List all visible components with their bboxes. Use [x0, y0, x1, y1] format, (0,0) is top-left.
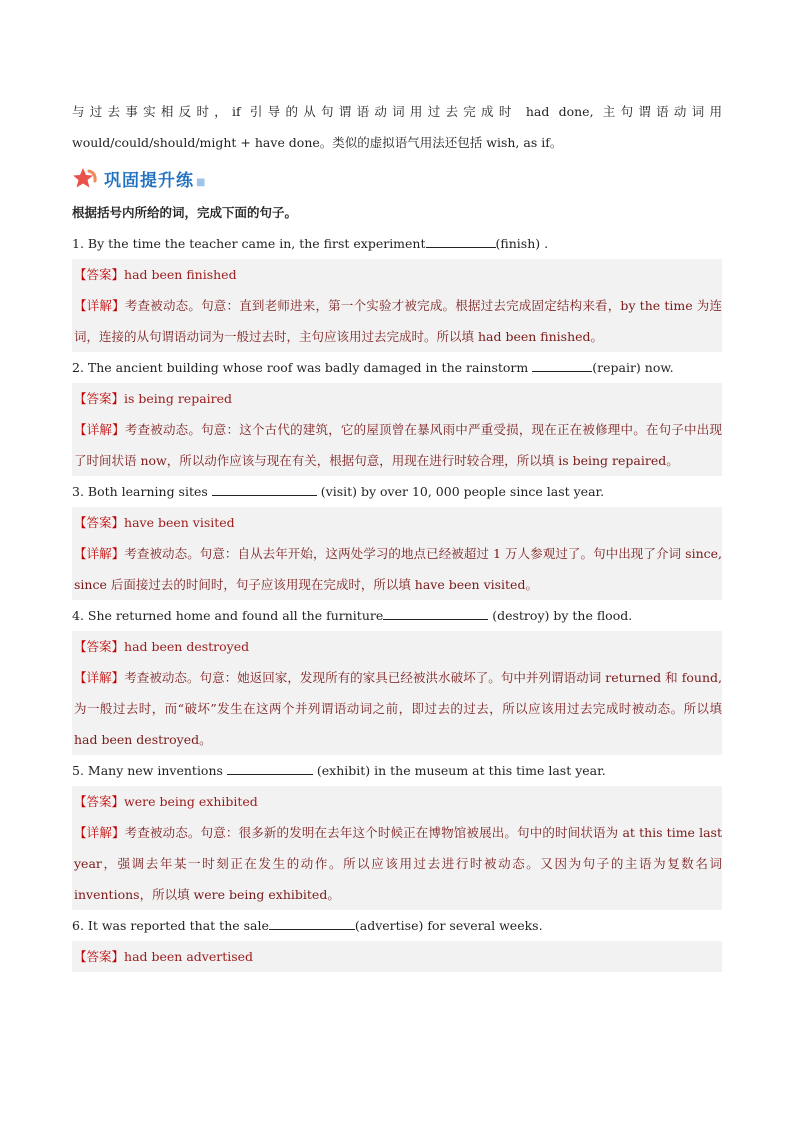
answer-row-2: 【答案】is being repaired [72, 383, 722, 414]
question-3: 3. Both learning sites (visit) by over 10, 000 people since last year. [72, 476, 722, 507]
answer-row-6: 【答案】had been advertised [72, 941, 722, 972]
star-icon [72, 167, 98, 189]
answer-blank [532, 357, 592, 372]
question-1: 1. By the time the teacher came in, the first experiment (finish) . [72, 228, 722, 259]
question-5: 5. Many new inventions (exhibit) in the museum at this time last year. [72, 755, 722, 786]
answer-row-5: 【答案】were being exhibited [72, 786, 722, 817]
detail-tag: 【详解】 [74, 546, 125, 561]
detail-tag: 【详解】 [74, 670, 125, 685]
answer-blank [212, 481, 317, 496]
answer-blank [269, 915, 355, 930]
answer-tag: 【答案】 [74, 515, 125, 530]
detail-row-3: 【详解】考查被动态。句意：自从去年开始，这两处学习的地点已经被超过 1 万人参观过了。句中出现了介词 since, since 后面接过去的时间时，句子应该用现在完成时，所以填 have been visited。 [72, 538, 722, 600]
intro-paragraph [72, 96, 722, 158]
detail-row-1: 【详解】考查被动态。句意：直到老师进来，第一个实验才被完成。根据过去完成固定结构来看，by the time 为连词，连接的从句谓语动词为一般过去时，主句应该用过去完成时。所以填 had been finished。 [72, 290, 722, 352]
question-4: 4. She returned home and found all the furniture (destroy) by the flood. [72, 600, 722, 631]
detail-row-2: 【详解】考查被动态。句意：这个古代的建筑，它的屋顶曾在暴风雨中严重受损，现在正在被修理中。在句子中出现了时间状语 now，所以动作应该与现在有关，根据句意，用现在进行时较合理，所以填 is being repaired。 [72, 414, 722, 476]
answer-tag: 【答案】 [74, 949, 125, 964]
question-6: 6. It was reported that the sale (advertise) for several weeks. [72, 910, 722, 941]
answer-blank [227, 760, 313, 775]
document-page [72, 96, 722, 972]
detail-row-5: 【详解】考查被动态。句意：很多新的发明在去年这个时候正在博物馆被展出。句中的时间状语为 at this time last year，强调去年某一时刻正在发生的动作。所以应该用过去进行时被动态。又因为句子的主语为复数名词 inventions，所以填 were being exhibited。 [72, 817, 722, 910]
detail-tag: 【详解】 [74, 422, 125, 437]
intro-line-2: would/could/should/might + have done。类似的虚拟语气用法还包括 wish, as if。 [72, 135, 563, 150]
question-2: 2. The ancient building whose roof was badly damaged in the rainstorm (repair) now. [72, 352, 722, 383]
answer-row-4: 【答案】had been destroyed [72, 631, 722, 662]
section-title: 巩固提升练 [104, 170, 194, 191]
answer-tag: 【答案】 [74, 267, 125, 282]
instruction-text: 根据括号内所给的词，完成下面的句子。 [72, 205, 298, 220]
detail-tag: 【详解】 [74, 298, 125, 313]
answer-row-3: 【答案】have been visited [72, 507, 722, 538]
detail-row-4: 【详解】考查被动态。句意：她返回家，发现所有的家具已经被洪水破坏了。句中并列谓语动词 returned 和 found,为一般过去时，而“破坏”发生在这两个并列谓语动词之前，即过去的过去，所以应该用过去完成时被动态。所以填 had been destroyed。 [72, 662, 722, 755]
answer-blank [383, 605, 488, 620]
intro-line-1: 与过去事实相反时，if 引导的从句谓语动词用过去完成时 had done, 主句谓语动词用 [72, 104, 722, 119]
answer-row-1: 【答案】had been finished [72, 259, 722, 290]
answer-tag: 【答案】 [74, 391, 125, 406]
answer-tag: 【答案】 [74, 639, 125, 654]
answer-tag: 【答案】 [74, 794, 125, 809]
title-decoration-icon: ■ [196, 176, 206, 188]
answer-blank [426, 233, 496, 248]
detail-tag: 【详解】 [74, 825, 125, 840]
section-heading [72, 161, 722, 195]
